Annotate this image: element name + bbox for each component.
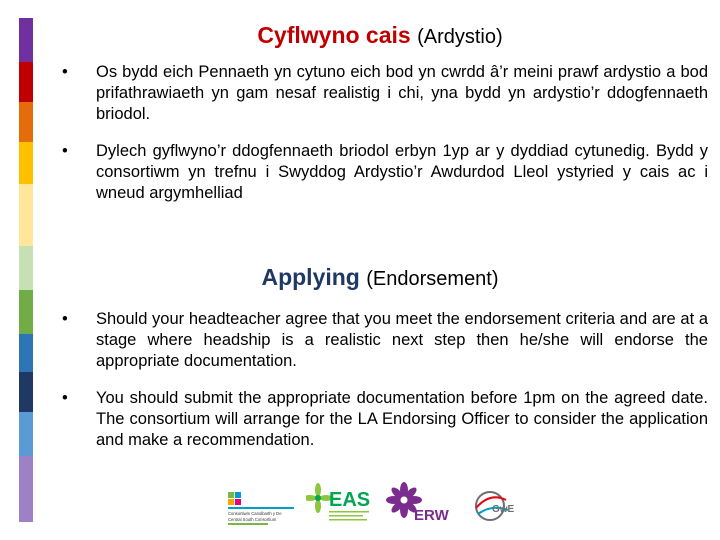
bullet-icon: • (62, 389, 68, 407)
english-bullet-list (62, 309, 708, 467)
english-bullet-item (62, 309, 708, 372)
csc-logo-line2: Central South Consortium (228, 517, 277, 522)
welsh-bullet-item (62, 141, 708, 204)
english-title-main: Applying (261, 264, 360, 290)
csc-logo (228, 492, 294, 526)
decorative-side-stripe (0, 0, 40, 540)
eas-logo (306, 480, 376, 526)
stripe-block (19, 290, 33, 334)
english-title-sub: (Endorsement) (366, 268, 499, 290)
eas-logo-text: EAS (329, 489, 371, 511)
bullet-text: Dylech gyflwyno’r ddogfennaeth briodol erbyn 1yp ar y dyddiad cytunedig. Bydd y consortiwm yn trefnu i Swyddog Ardystio’r Awdurdod Lleol ystyried y cais ac i wneud argymhelliad (96, 142, 708, 202)
welsh-bullet-item (62, 62, 708, 125)
bullet-icon: • (62, 310, 68, 328)
stripe-block (19, 184, 33, 246)
stripe-block (19, 412, 33, 456)
english-bullet-item (62, 388, 708, 451)
welsh-bullet-list (62, 62, 708, 220)
stripe-block (19, 102, 33, 142)
consortium-logos (224, 478, 524, 528)
bullet-icon: • (62, 63, 68, 81)
stripe-block (19, 456, 33, 522)
welsh-title (40, 22, 720, 49)
bullet-icon: • (62, 142, 68, 160)
bullet-text: Os bydd eich Pennaeth yn cytuno eich bod yn cwrdd â’r meini prawf ardystio a bod prifathrawiaeth yn gam nesaf realistig i chi, yna bydd yn ardystio’r ddogfennaeth briodol. (96, 63, 708, 123)
gwe-logo-text: GwE (492, 504, 515, 515)
stripe-block (19, 62, 33, 102)
stripe-block (19, 142, 33, 184)
stripe-block (19, 334, 33, 372)
stripe-block (19, 372, 33, 412)
gwe-logo (468, 486, 516, 526)
english-title (40, 264, 720, 291)
bullet-text: You should submit the appropriate documentation before 1pm on the agreed date. The consortium will arrange for the LA Endorsing Officer to consider the application and make a recommendation. (96, 389, 708, 449)
csc-logo-line1: Consortiwm Canolbarth y De (228, 511, 282, 516)
welsh-title-main: Cyflwyno cais (257, 22, 411, 48)
stripe-block (19, 246, 33, 290)
stripe-block (19, 18, 33, 62)
erw-logo-text: ERW (414, 507, 449, 524)
erw-logo (384, 482, 458, 526)
welsh-title-sub: (Ardystio) (417, 26, 503, 48)
bullet-text: Should your headteacher agree that you meet the endorsement criteria and are at a stage where headship is a realistic next step then he/she will endorse the appropriate documentation. (96, 310, 708, 370)
